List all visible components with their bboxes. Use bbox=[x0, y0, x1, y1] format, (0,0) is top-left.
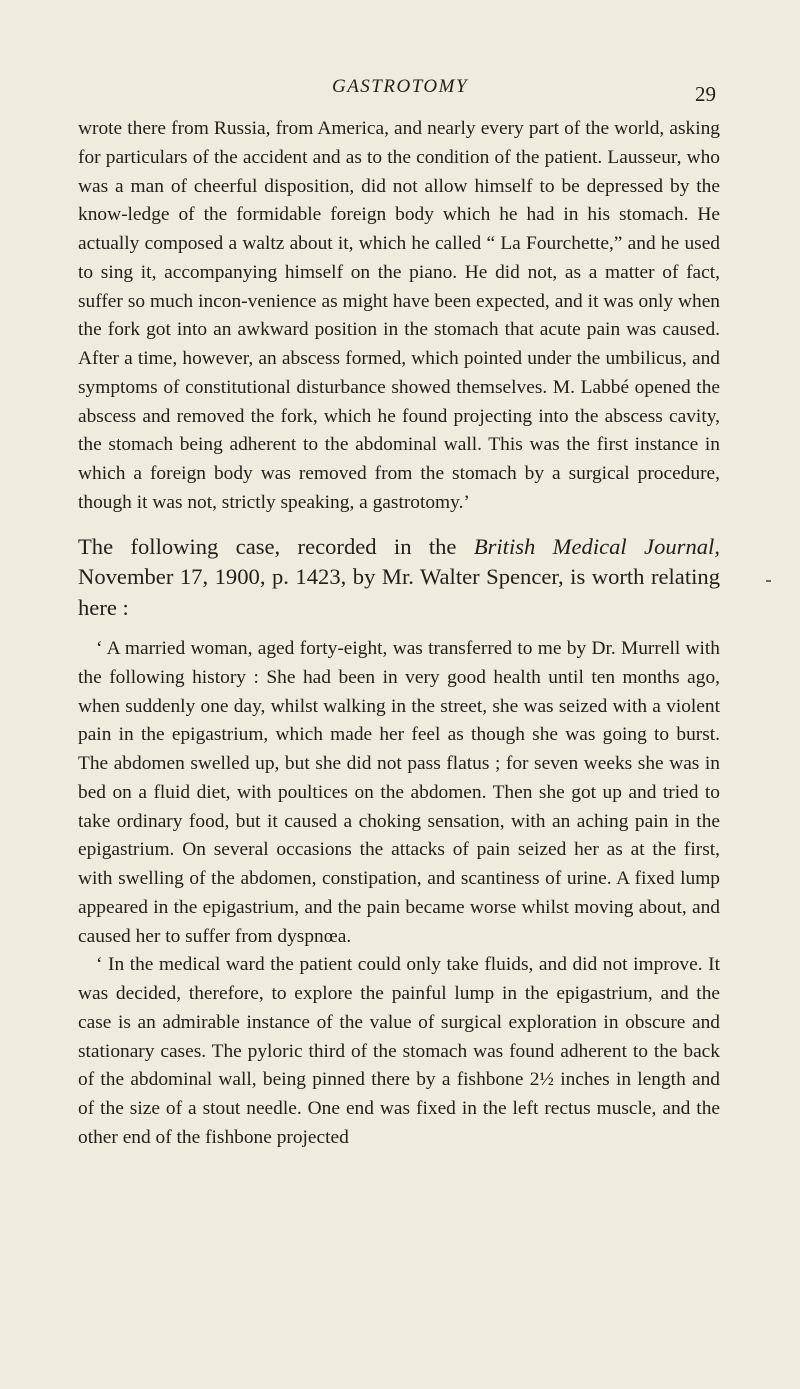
intro-text: The following case, recorded in the bbox=[78, 533, 474, 559]
journal-title: British Medical Journal, bbox=[473, 533, 720, 559]
page-number: 29 bbox=[695, 82, 716, 106]
paragraph-medical-ward: ‘ In the medical ward the patient could only take fluids, and did not improve. It was decided, therefore, to explore the painful lump in the epigastrium, and the case is an admirable instance of the value of surgical exploration in obscure and stationary cases. The pyloric third of the stomach was found adherent to the back of the abdominal wall, being pinned there by a fishbone 2½ inches in length and of the size of a stout needle. One end was fixed in the left rectus muscle, and the other end of the fishbone projected bbox=[78, 954, 720, 1148]
running-head: GASTROTOMY bbox=[331, 76, 469, 97]
page-header bbox=[40, 76, 760, 112]
intro-citation: November 17, 1900, p. 1423, by Mr. Walter Spencer, is worth relating here : bbox=[78, 564, 720, 620]
margin-mark bbox=[766, 580, 771, 582]
paragraph-patient-history: ‘ A married woman, aged forty-eight, was transferred to me by Dr. Murrell with the following history : She had been in very good health until ten months ago, when suddenly one day, whilst walking in the street, she was seized with a violent pain in the epigastrium, which made her feel as though she was going to burst. The abdomen swelled up, but she did not pass flatus ; for seven weeks she was in bed on a fluid diet, with poultices on the abdomen. Then she got up and tried to take ordinary food, but it caused a choking sensation, with an aching pain in the epigastrium. On several occasions the attacks of pain seized her as at the first, with swelling of the abdomen, constipation, and scantiness of urine. A fixed lump appeared in the epigastrium, and the pain became worse whilst moving about, and caused her to suffer from dyspnœa. bbox=[78, 638, 720, 947]
paragraph-lausseur-story: wrote there from Russia, from America, and nearly every part of the world, asking for particulars of the accident and as to the condition of the patient. Lausseur, who was a man of cheerful disposition, did not allow himself to be depressed by the know-ledge of the formidable foreign body which he had in his stomach. He actually composed a waltz about it, which he called “ La Fourchette,” and he used to sing it, accompanying himself on the piano. He did not, as a matter of fact, suffer so much incon-venience as might have been expected, and it was only when the fork got into an awkward position in the stomach that acute pain was caused. After a time, however, an abscess formed, which pointed under the umbilicus, and symptoms of constitutional disturbance showed themselves. M. Labbé opened the abscess and removed the fork, which he found projecting into the abscess cavity, the stomach being adherent to the abdominal wall. This was the first instance in which a foreign body was removed from the stomach by a surgical procedure, though it was not, strictly speaking, a gastrotomy.’ bbox=[78, 118, 720, 513]
paragraph-spencer-case-intro bbox=[78, 532, 720, 624]
body-text bbox=[78, 115, 720, 1153]
